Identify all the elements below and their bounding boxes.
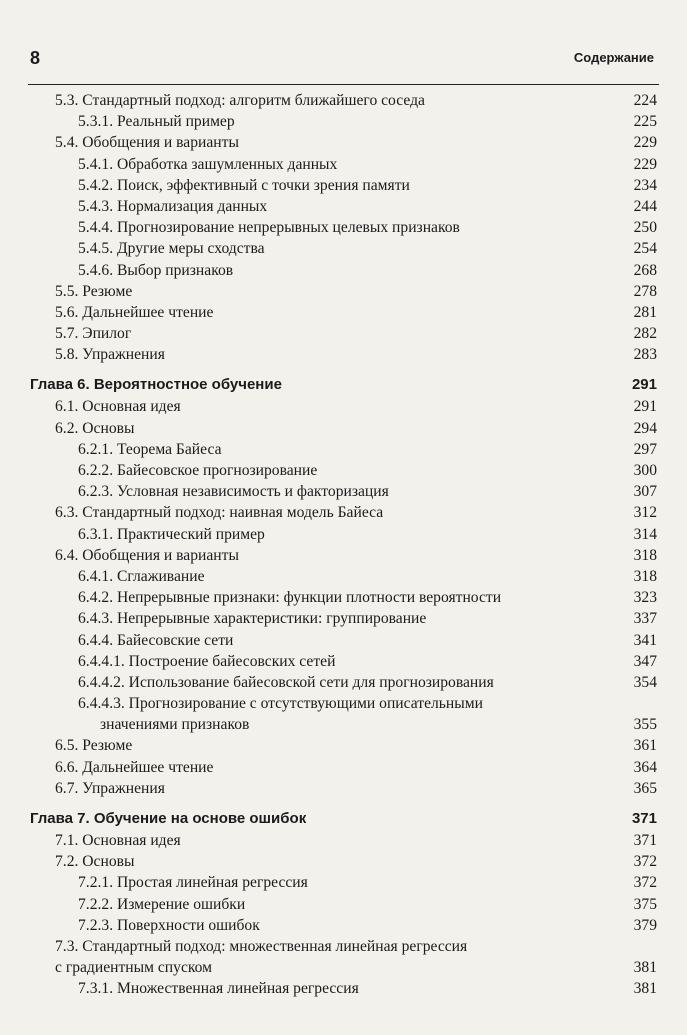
toc-entry-row: [0, 238, 687, 259]
toc-entry-row: [0, 545, 687, 566]
toc-entry-title: Глава 6. Вероятностное обучение: [30, 376, 282, 394]
toc-entry-title: 6.2.3. Условная независимость и факторизация: [78, 483, 389, 501]
toc-entry-title: 6.4. Обобщения и варианты: [55, 546, 239, 564]
toc-entry-title: 6.5. Резюме: [55, 737, 133, 755]
toc-entry-row: [0, 978, 687, 999]
toc-entry-page: 278: [633, 282, 657, 300]
toc-entry-row: [0, 524, 687, 545]
toc-entry-title: 6.1. Основная идея: [55, 398, 181, 416]
toc-entry-page: 379: [633, 916, 657, 934]
toc-entry-page: 381: [633, 980, 657, 998]
toc-entry-page: 361: [633, 737, 657, 755]
toc-entry-page: 234: [633, 176, 657, 194]
toc-entry-title: 7.3. Стандартный подход: множественная линейная регрессия: [55, 937, 468, 955]
toc-entry-page: 300: [633, 462, 657, 479]
toc-entry-row: [0, 396, 687, 417]
toc-entry-title: 6.7. Упражнения: [55, 779, 165, 797]
toc-entry-row: [0, 281, 687, 302]
toc-entry-row: [0, 894, 687, 915]
toc-entry-page: 250: [633, 219, 657, 237]
toc-entry-title: 6.2.1. Теорема Байеса: [78, 440, 222, 458]
toc-entry-page: 312: [633, 504, 657, 522]
table-of-contents: [0, 90, 687, 1000]
toc-entry-title: 7.1. Основная идея: [55, 832, 181, 849]
toc-entry-row: [0, 778, 687, 799]
toc-entry-title: 6.4.4.3. Прогнозирование с отсутствующими описательными: [78, 695, 483, 713]
toc-entry-title: с градиентным спуском: [55, 959, 213, 977]
toc-entry-page: 371: [631, 810, 657, 827]
toc-entry-title: 5.4.3. Нормализация данных: [78, 197, 268, 215]
toc-entry-title: 5.8. Упражнения: [55, 346, 165, 364]
toc-entry-page: 372: [633, 874, 657, 892]
toc-entry-page: 244: [633, 197, 657, 215]
toc-entry-page: 365: [633, 779, 657, 797]
toc-entry-row: [0, 714, 687, 735]
toc-entry-row: [0, 302, 687, 323]
toc-entry-row: [0, 439, 687, 460]
toc-entry-row: [0, 481, 687, 502]
toc-entry-page: 372: [633, 853, 657, 871]
toc-entry-title: 5.4.2. Поиск, эффективный с точки зрения памяти: [78, 176, 410, 194]
toc-entry-row: [0, 566, 687, 587]
page-number: 8: [30, 48, 41, 68]
toc-entry-row: [0, 693, 687, 714]
toc-entry-title: 6.3.1. Практический пример: [78, 525, 265, 543]
toc-entry-title: 6.2.2. Байесовское прогнозирование: [78, 462, 318, 479]
toc-entry-page: 225: [633, 113, 657, 131]
toc-entry-page: 254: [633, 240, 657, 258]
toc-entry-title: 5.7. Эпилог: [55, 325, 132, 343]
toc-entry-page: 268: [633, 261, 657, 279]
toc-entry-page: 323: [633, 589, 657, 607]
toc-entry-page: 229: [633, 155, 657, 173]
toc-entry-row: [0, 260, 687, 281]
toc-entry-title: 6.6. Дальнейшее чтение: [55, 758, 214, 776]
toc-entry-title: 7.2. Основы: [55, 853, 135, 871]
toc-entry-row: [0, 344, 687, 365]
toc-entry-page: 381: [633, 959, 657, 977]
toc-entry-page: 294: [633, 419, 657, 437]
toc-entry-row: [0, 217, 687, 238]
toc-entry-row: [0, 460, 687, 481]
toc-entry-page: 224: [633, 92, 657, 109]
toc-entry-title: 7.2.2. Измерение ошибки: [78, 895, 246, 913]
toc-entry-title: 5.3.1. Реальный пример: [78, 113, 235, 131]
toc-entry-title: 5.6. Дальнейшее чтение: [55, 303, 214, 321]
toc-chapter-row: [0, 373, 687, 396]
toc-entry-page: 347: [633, 652, 657, 670]
toc-entry-row: [0, 175, 687, 196]
toc-entry-row: [0, 608, 687, 629]
toc-entry-row: [0, 502, 687, 523]
toc-entry-row: [0, 872, 687, 893]
toc-entry-row: [0, 630, 687, 651]
toc-entry-page: 283: [633, 346, 657, 364]
toc-entry-title: 6.4.2. Непрерывные признаки: функции плотности вероятности: [78, 589, 502, 607]
toc-entry-title: 6.4.3. Непрерывные характеристики: группирование: [78, 610, 427, 628]
toc-entry-row: [0, 757, 687, 778]
toc-entry-title: 5.3. Стандартный подход: алгоритм ближайшего соседа: [55, 92, 425, 109]
toc-entry-page: 364: [633, 758, 657, 776]
toc-entry-title: 6.2. Основы: [55, 419, 135, 437]
toc-entry-page: 371: [633, 832, 657, 849]
toc-entry-title: 5.4.1. Обработка зашумленных данных: [78, 155, 338, 173]
toc-entry-title: 6.4.4.2. Использование байесовской сети для прогнозирования: [78, 673, 494, 691]
toc-entry-row: [0, 111, 687, 132]
toc-entry-row: [0, 651, 687, 672]
toc-entry-row: [0, 587, 687, 608]
toc-entry-row: [0, 936, 687, 957]
toc-entry-page: 291: [631, 376, 657, 394]
toc-entry-row: [0, 672, 687, 693]
toc-entry-page: 337: [633, 610, 657, 628]
toc-entry-title: Глава 7. Обучение на основе ошибок: [30, 810, 307, 827]
toc-entry-row: [0, 90, 687, 111]
toc-entry-page: 318: [633, 567, 657, 585]
toc-entry-title: 6.3. Стандартный подход: наивная модель Байеса: [55, 504, 384, 522]
toc-entry-row: [0, 418, 687, 439]
chapter-gap: [0, 799, 687, 807]
toc-entry-title: 7.2.1. Простая линейная регрессия: [78, 874, 308, 892]
toc-entry-row: [0, 132, 687, 153]
toc-entry-title: 6.4.1. Сглаживание: [78, 567, 205, 585]
toc-entry-row: [0, 915, 687, 936]
toc-entry-row: [0, 830, 687, 851]
toc-entry-title: 7.2.3. Поверхности ошибок: [78, 916, 260, 934]
toc-entry-title: 6.4.4.1. Построение байесовских сетей: [78, 652, 336, 670]
toc-entry-row: [0, 957, 687, 978]
toc-entry-page: 341: [633, 631, 657, 649]
toc-entry-title: 6.4.4. Байесовские сети: [78, 631, 234, 649]
chapter-gap: [0, 365, 687, 373]
toc-entry-page: 307: [633, 483, 657, 501]
toc-entry-row: [0, 154, 687, 175]
toc-entry-title: 5.4. Обобщения и варианты: [55, 134, 239, 152]
header-rule: [28, 84, 659, 85]
toc-entry-row: [0, 196, 687, 217]
toc-entry-title: 5.4.4. Прогнозирование непрерывных целевых признаков: [78, 219, 460, 237]
toc-entry-page: 375: [633, 895, 657, 913]
toc-entry-title: 5.4.6. Выбор признаков: [78, 261, 234, 279]
toc-entry-page: 354: [633, 673, 657, 691]
toc-chapter-row: [0, 807, 687, 830]
toc-entry-row: [0, 323, 687, 344]
toc-entry-page: 355: [633, 716, 657, 734]
toc-entry-page: 281: [633, 303, 657, 321]
toc-entry-title: 5.4.5. Другие меры сходства: [78, 240, 265, 258]
running-head: Содержание: [573, 50, 654, 65]
toc-entry-title: 7.3.1. Множественная линейная регрессия: [78, 980, 359, 998]
toc-entry-page: 314: [633, 525, 657, 543]
toc-entry-row: [0, 851, 687, 872]
toc-entry-title: 5.5. Резюме: [55, 282, 133, 300]
toc-entry-page: 291: [633, 398, 657, 416]
page-header: [0, 0, 687, 90]
toc-entry-title: значениями признаков: [100, 716, 250, 734]
toc-entry-page: 318: [633, 546, 657, 564]
toc-entry-page: 297: [633, 440, 657, 458]
toc-entry-row: [0, 735, 687, 756]
toc-entry-page: 282: [633, 325, 657, 343]
toc-entry-page: 229: [633, 134, 657, 152]
